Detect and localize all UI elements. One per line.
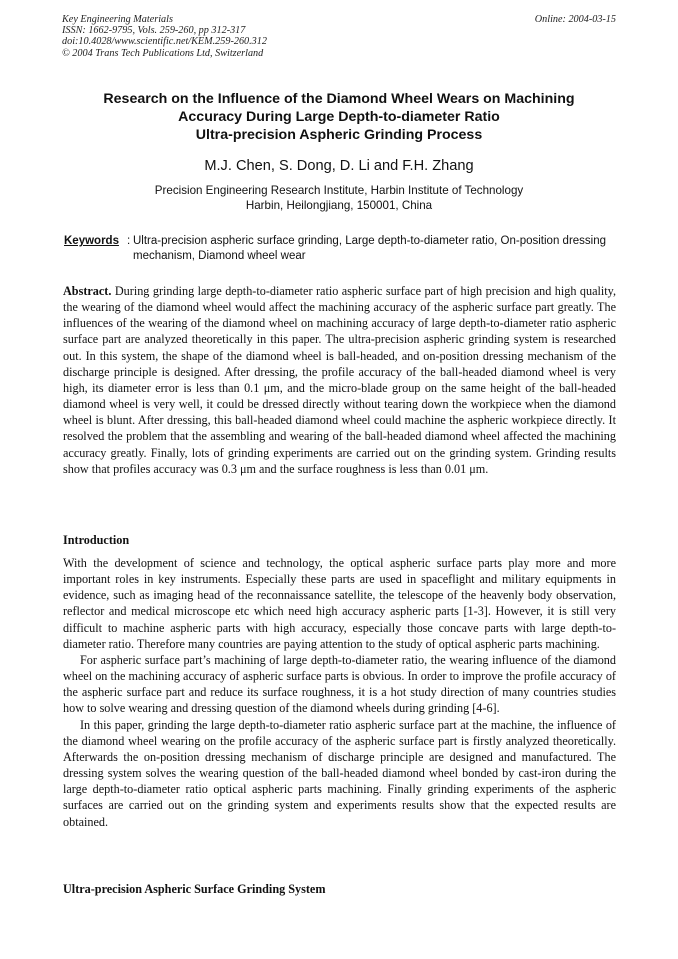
affiliation <box>60 183 618 213</box>
paper-title <box>60 90 618 144</box>
intro-paragraph-3: In this paper, grinding the large depth-to-diameter ratio aspheric surface part at the machine, the influence of the diamond wheel wearing on the profile accuracy of the aspheric surface part is firstly analyzed theoretically. Afterwards the on-position dressing mechanism of discharge principle are designed and manufactured. The dressing system solves the wearing question of the ball-headed diamond wheel bonded by cast-iron during the large depth-to-diameter ratio optical aspheric parts machining. Finally grinding experiments of the aspheric surfaces are carried out on the grinding system and experiments results show that the expected results are obtained. <box>63 717 616 829</box>
intro-paragraph-2: For aspheric surface part’s machining of large depth-to-diameter ratio, the wearing influence of the diamond wheel on the machining accuracy of aspheric surface parts is obvious. In order to improve the profile accuracy of the aspheric surface part and reduce its surface roughness, it is a hot study direction of many countries studies how to solve wearing and dressing question of the diamond wheels during grinding [4-6]. <box>63 652 616 716</box>
journal-header <box>62 14 267 59</box>
abstract-label: Abstract. <box>63 284 112 298</box>
affiliation-line-2: Harbin, Heilongjiang, 150001, China <box>245 199 433 212</box>
affiliation-line-1: Precision Engineering Research Institute, Harbin Institute of Technology <box>154 184 524 197</box>
keywords-text: Ultra-precision aspheric surface grinding, Large depth-to-diameter ratio, On-position dressing mechanism, Diamond wheel wear <box>133 235 607 262</box>
abstract-text: During grinding large depth-to-diameter ratio aspheric surface part of high precision and high quality, the wearing of the diamond wheel would affect the machining accuracy of the aspheric surface part greatly. The influences of the wearing of the diamond wheel on machining accuracy of large depth-to-diameter ratio aspheric surface part are analyzed theoretically in this paper. The ultra-precision aspheric grinding system is researched out. In this system, the shape of the diamond wheel is ball-headed, and on-position dressing mechanism of the discharge principle is designed. After dressing, the profile accuracy of the ball-headed diamond wheel is very high, its diameter error is less than 0.1 μm, and the micro-blade group on the same height of the ball-headed diamond wheel is very well, it could be dressed directly without tearing down the workpiece when the diamond wheel is blunt. After dressing, this ball-headed diamond wheel could machine the aspheric workpiece directly. It resolved the problem that the assembling and wearing of the ball-headed diamond wheel affected the machining accuracy greatly. Finally, lots of grinding experiments are carried out on the grinding system. Grinding results show that profiles accuracy was 0.3 μm and the surface roughness is less than 0.01 μm. <box>63 284 617 476</box>
intro-paragraph-1: With the development of science and technology, the optical aspheric surface parts play more and more important roles in key instruments. Especially these parts are used in spaceflight and military equipments in evidence, such as imaging head of the reconnaissance satellite, the telescope of the heavenly body observation, reflector and medical microscope etc which need high accuracy aspheric parts [1-3]. However, it is still very difficult to machine aspheric parts with high accuracy, especially those concave parts with large depth-to-diameter ratio. Therefore many countries are paying attention to the study of optical aspheric parts machining. <box>63 556 616 651</box>
authors: M.J. Chen, S. Dong, D. Li and F.H. Zhang <box>204 158 474 174</box>
grinding-system-heading: Ultra-precision Aspheric Surface Grinding System <box>63 882 326 896</box>
abstract <box>63 283 616 477</box>
introduction-body <box>63 555 616 830</box>
title-line-2: Accuracy During Large Depth-to-diameter Ratio <box>178 109 500 125</box>
introduction-heading: Introduction <box>63 533 130 547</box>
title-line-3: Ultra-precision Aspheric Grinding Process <box>195 127 483 143</box>
keywords-block: Keywords : Ultra-precision aspheric surface grinding, Large depth-to-diameter ratio, On-position dressing mechanism, Diamond wheel wear <box>64 234 616 264</box>
issn-line: ISSN: 1662-9795, Vols. 259-260, pp 312-317 <box>62 25 246 37</box>
doi-line[interactable]: doi:10.4028/www.scientific.net/KEM.259-260.312 <box>62 36 267 48</box>
online-date: Online: 2004-03-15 <box>534 14 616 25</box>
keywords-label: Keywords <box>64 235 119 247</box>
copyright-line: © 2004 Trans Tech Publications Ltd, Switzerland <box>62 47 264 59</box>
journal-name: Key Engineering Materials <box>62 14 173 25</box>
title-line-1: Research on the Influence of the Diamond Wheel Wears on Machining <box>103 91 575 107</box>
